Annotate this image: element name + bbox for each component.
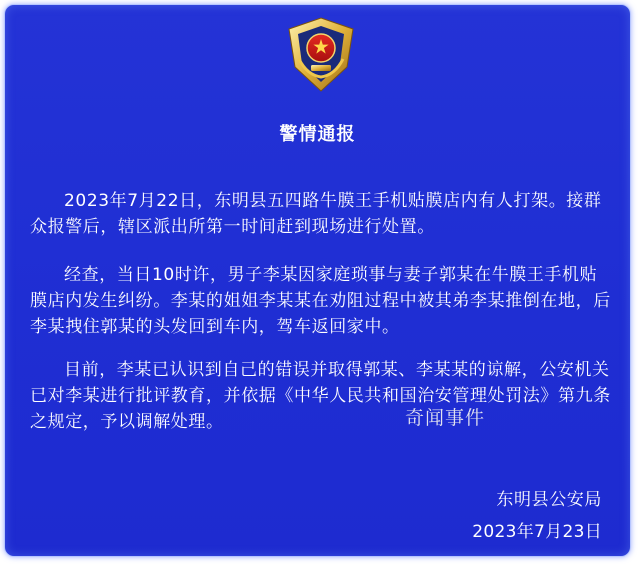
notice-date: 2023年7月23日 <box>472 522 602 542</box>
police-notice-card <box>4 4 631 557</box>
police-emblem-icon <box>283 15 359 95</box>
watermark-text: 奇闻事件 <box>405 407 486 429</box>
notice-paragraph-3: 目前，李某已认识到自己的错误并取得郭某、李某某的谅解，公安机关已对李某进行批评教育，并依据《中华人民共和国治安管理处罚法》第九条之规定，予以调解处理。 <box>30 360 611 432</box>
notice-paragraph-2: 经查，当日10时许，男子李某因家庭琐事与妻子郭某在牛膜王手机贴膜店内发生纠纷。李某的姐姐李某某在劝阻过程中被其弟李某推倒在地，后李某拽住郭某的头发回到车内，驾车返回家中。 <box>30 265 611 337</box>
notice-title: 警情通报 <box>279 124 356 145</box>
notice-paragraph-1: 2023年7月22日，东明县五四路牛膜王手机贴膜店内有人打架。接群众报警后，辖区派出所第一时间赶到现场进行处置。 <box>30 191 602 237</box>
signer-name: 东明县公安局 <box>496 490 602 510</box>
